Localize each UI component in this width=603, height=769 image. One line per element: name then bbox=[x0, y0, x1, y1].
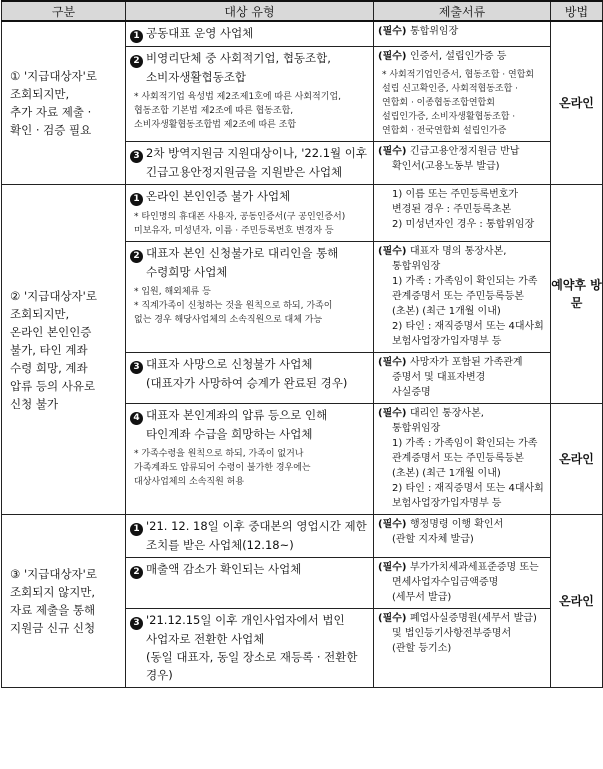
target-note bbox=[130, 285, 370, 327]
doc-line: (필수) 대표자 명의 통장사본, bbox=[378, 246, 507, 257]
target-cell bbox=[126, 353, 374, 404]
category-cell bbox=[2, 185, 126, 515]
item-number-badge: 1 bbox=[130, 523, 143, 536]
target-line: 3 2차 방역지원금 지원대상이나, '22.1월 이후 bbox=[130, 144, 370, 163]
docs-cell bbox=[374, 21, 551, 47]
item-number-badge: 2 bbox=[130, 566, 143, 579]
method-cell: 온라인 bbox=[551, 404, 603, 515]
note-line: 협동조합 기본법 제2조에 따른 협동조합, bbox=[134, 106, 294, 116]
category-line: 수령 희망, 계좌 bbox=[10, 360, 88, 375]
category-line: 압류 등의 사유로 bbox=[10, 378, 96, 393]
required-tag: (필수) bbox=[378, 562, 410, 573]
target-line: 수령희망 사업체 bbox=[146, 265, 228, 279]
category-cell bbox=[2, 515, 126, 688]
docs-cell bbox=[374, 353, 551, 404]
target-cell bbox=[126, 185, 374, 242]
doc-line: (필수) 긴급고용안정지원금 반납 bbox=[378, 146, 520, 157]
note-line: 소비자생활협동조합법 제2조에 따른 조합 bbox=[134, 120, 297, 130]
doc-line: 2) 타인 : 재직증명서 또는 4대사회 bbox=[392, 321, 544, 332]
required-tag: (필수) bbox=[378, 246, 410, 257]
doc-note-line: 연합회 · 전국연합회 설립인가증 bbox=[382, 126, 507, 136]
doc-line: 1) 가족 : 가족임이 확인되는 가족 bbox=[392, 276, 538, 287]
header-docs: 제출서류 bbox=[374, 1, 551, 21]
support-eligibility-table bbox=[1, 0, 603, 688]
doc-line: 면세사업자수입금액증명 bbox=[392, 577, 499, 588]
docs-cell bbox=[374, 242, 551, 353]
category-line: 확인 · 검증 필요 bbox=[10, 123, 92, 137]
doc-line: (필수) 통합위임장 bbox=[378, 26, 459, 37]
note-line: * 가족수령을 원칙으로 하되, 가족이 없거나 bbox=[134, 449, 304, 459]
note-line: * 사회적기업 육성법 제2조제1호에 따른 사회적기업, bbox=[134, 92, 341, 102]
table-row bbox=[2, 21, 603, 47]
target-line: 4 대표자 본인계좌의 압류 등으로 인해 bbox=[130, 406, 370, 425]
doc-line: 2) 타인 : 재직증명서 또는 4대사회 bbox=[392, 483, 544, 494]
doc-line: (관할 등기소) bbox=[392, 643, 452, 654]
doc-line: 1) 가족 : 가족임이 확인되는 가족 bbox=[392, 438, 538, 449]
doc-line: (필수) 대리인 통장사본, bbox=[378, 408, 484, 419]
category-cell bbox=[2, 21, 126, 185]
target-line: 1 온라인 본인인증 불가 사업체 bbox=[130, 187, 370, 206]
category-line: 추가 자료 제출 · bbox=[10, 105, 92, 119]
target-line: 2 매출액 감소가 확인되는 사업체 bbox=[130, 560, 370, 579]
doc-note-line: 연합회 · 이종협동조합연합회 bbox=[382, 98, 495, 108]
target-cell bbox=[126, 515, 374, 558]
item-number-badge: 1 bbox=[130, 193, 143, 206]
method-cell: 온라인 bbox=[551, 21, 603, 185]
target-line: (동일 대표자, 동일 장소로 재등록 · 전환한 경우) bbox=[146, 650, 358, 682]
docs-cell bbox=[374, 404, 551, 515]
doc-line: 관계증명서 또는 주민등록등본 bbox=[392, 291, 524, 302]
required-tag: (필수) bbox=[378, 613, 410, 624]
target-line: 긴급고용안정지원금을 지원받은 사업체 bbox=[146, 165, 343, 179]
target-cell bbox=[126, 404, 374, 515]
target-cell bbox=[126, 242, 374, 353]
doc-line: (초본) (최근 1개월 이내) bbox=[392, 306, 501, 317]
note-line: 없는 경우 해당사업체의 소속직원으로 대체 가능 bbox=[134, 315, 323, 325]
note-line: * 입원, 해외체류 등 bbox=[134, 287, 211, 297]
target-line: 3 '21.12.15일 이후 개인사업자에서 법인 bbox=[130, 611, 370, 630]
item-number-badge: 2 bbox=[130, 250, 143, 263]
target-cell bbox=[126, 558, 374, 609]
target-line: (대표자가 사망하여 승계가 완료된 경우) bbox=[146, 376, 348, 390]
header-category: 구분 bbox=[2, 1, 126, 21]
doc-line: 및 법인등기사항전부증명서 bbox=[392, 628, 512, 639]
item-number-badge: 1 bbox=[130, 30, 143, 43]
docs-cell bbox=[374, 142, 551, 185]
doc-note-line: * 사회적기업인증서, 협동조합 · 연합회 bbox=[382, 70, 535, 80]
doc-line: (필수) 부가가치세과세표준증명 또는 bbox=[378, 562, 539, 573]
doc-line: 사실증명 bbox=[392, 387, 431, 398]
category-line: 지원금 신규 신청 bbox=[10, 621, 96, 635]
target-note bbox=[130, 90, 370, 132]
doc-line: (필수) 폐업사실증명원(세무서 발급) bbox=[378, 613, 537, 624]
category-line: 조회되지 않지만, bbox=[10, 585, 96, 599]
item-number-badge: 3 bbox=[130, 361, 143, 374]
doc-note bbox=[378, 68, 547, 138]
table-header-row bbox=[2, 1, 603, 21]
required-tag: (필수) bbox=[378, 51, 410, 62]
doc-line: 2) 미성년자인 경우 : 통합위임장 bbox=[392, 219, 535, 230]
note-line: 대상사업체의 소속직원 허용 bbox=[134, 477, 245, 487]
doc-line: 통합위임장 bbox=[392, 261, 441, 272]
header-method: 방법 bbox=[551, 1, 603, 21]
target-line: 사업자로 전환한 사업체 bbox=[146, 632, 265, 646]
required-tag: (필수) bbox=[378, 146, 410, 157]
method-cell: 온라인 bbox=[551, 515, 603, 688]
category-line: 불가, 타인 계좌 bbox=[10, 342, 88, 357]
doc-line: (필수) 사망자가 포함된 가족관계 bbox=[378, 357, 523, 368]
target-line: 소비자생활협동조합 bbox=[146, 70, 246, 84]
doc-line: 확인서(고용노동부 발급) bbox=[392, 161, 500, 172]
category-line: ① '지급대상자'로 bbox=[10, 69, 97, 83]
table-row bbox=[2, 185, 603, 242]
required-tag: (필수) bbox=[378, 519, 410, 530]
target-line: 1 '21. 12. 18일 이후 중대본의 영업시간 제한 bbox=[130, 517, 370, 536]
docs-cell bbox=[374, 515, 551, 558]
target-line: 2 대표자 본인 신청불가로 대리인을 통해 bbox=[130, 244, 370, 263]
note-line: * 직계가족이 신청하는 것을 원칙으로 하되, 가족이 bbox=[134, 301, 333, 311]
target-cell bbox=[126, 609, 374, 688]
target-cell bbox=[126, 142, 374, 185]
doc-line: 증명서 및 대표자변경 bbox=[392, 372, 486, 383]
doc-line: 변경된 경우 : 주민등록초본 bbox=[392, 204, 512, 215]
docs-cell bbox=[374, 558, 551, 609]
category-line: 조회되지만, bbox=[10, 306, 70, 321]
doc-line: 1) 이름 또는 주민등록번호가 bbox=[392, 189, 519, 200]
method-cell: 예약후 방문 bbox=[551, 185, 603, 404]
target-note bbox=[130, 210, 370, 238]
note-line: 가족계좌도 압류되어 수령이 불가한 경우에는 bbox=[134, 463, 311, 473]
category-line: ② '지급대상자'로 bbox=[10, 288, 97, 303]
required-tag: (필수) bbox=[378, 26, 410, 37]
doc-line: (초본) (최근 1개월 이내) bbox=[392, 468, 501, 479]
docs-cell bbox=[374, 47, 551, 142]
table-row bbox=[2, 515, 603, 558]
docs-cell bbox=[374, 609, 551, 688]
doc-line: (필수) 행정명령 이행 확인서 bbox=[378, 519, 504, 530]
item-number-badge: 3 bbox=[130, 150, 143, 163]
item-number-badge: 2 bbox=[130, 55, 143, 68]
item-number-badge: 4 bbox=[130, 412, 143, 425]
required-tag: (필수) bbox=[378, 357, 410, 368]
target-line: 1 공동대표 운영 사업체 bbox=[130, 24, 370, 43]
category-line: ③ '지급대상자'로 bbox=[10, 567, 97, 581]
category-line: 온라인 본인인증 bbox=[10, 324, 92, 339]
doc-line: 보험사업장가입자명부 등 bbox=[392, 336, 502, 347]
doc-line: (세무서 발급) bbox=[392, 592, 452, 603]
target-cell bbox=[126, 47, 374, 142]
category-line: 자료 제출을 통해 bbox=[10, 603, 96, 617]
note-line: * 타인명의 휴대폰 사용자, 공동인증서(구 공인인증서) bbox=[134, 212, 346, 222]
doc-note-line: 설립 신고확인증, 사회적협동조합 · bbox=[382, 84, 519, 94]
target-cell bbox=[126, 21, 374, 47]
doc-line: 관계증명서 또는 주민등록등본 bbox=[392, 453, 524, 464]
target-line: 2 비영리단체 중 사회적기업, 협동조합, bbox=[130, 49, 370, 68]
target-line: 3 대표자 사망으로 신청불가 사업체 bbox=[130, 355, 370, 374]
category-line: 신청 불가 bbox=[10, 396, 59, 411]
category-line: 조회되지만, bbox=[10, 87, 70, 101]
target-note bbox=[130, 447, 370, 489]
docs-cell bbox=[374, 185, 551, 242]
doc-line: 보험사업장가입자명부 등 bbox=[392, 498, 502, 509]
header-target: 대상 유형 bbox=[126, 1, 374, 21]
doc-line: (관할 지자체 발급) bbox=[392, 534, 474, 545]
note-line: 미보유자, 미성년자, 이름 · 주민등록번호 변경자 등 bbox=[134, 226, 334, 236]
required-tag: (필수) bbox=[378, 408, 410, 419]
target-line: 타인계좌 수급을 희망하는 사업체 bbox=[146, 427, 313, 441]
doc-line: 통합위임장 bbox=[392, 423, 441, 434]
doc-note-line: 설립인가증, 소비자생활협동조합 · bbox=[382, 112, 516, 122]
item-number-badge: 3 bbox=[130, 617, 143, 630]
target-line: 조치를 받은 사업체(12.18~) bbox=[146, 538, 294, 552]
doc-line: (필수) 인증서, 설립인가증 등 bbox=[378, 51, 507, 62]
